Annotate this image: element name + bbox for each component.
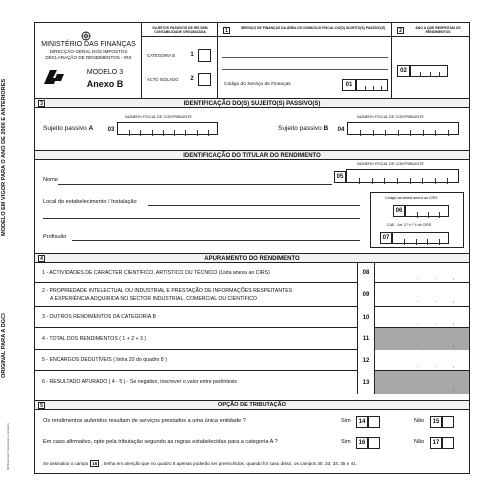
category-a-option-question: Em caso afirmativo, opte pela tributação segundo as regras estabelecidas para a categoria A ?	[43, 439, 278, 445]
field-08-label: 08	[357, 263, 375, 283]
field-16-note: Se assinalou o campo 16 , tenha em atenção que no quadro 8 apenas poderão ser preenchidos, quando for caso disso, os campos 30, 33, 34, 35 e 41.	[43, 460, 357, 466]
model-label: MODELO 3	[86, 69, 124, 76]
section-3-title: IDENTIFICAÇÃO DO(S) SUJEITO(S) PASSIVO(S)	[183, 101, 321, 107]
field-01-label: 01	[342, 79, 356, 91]
field-11-amount[interactable]: . . ,	[375, 328, 469, 350]
income-row	[35, 283, 469, 307]
section-1-number: 1	[223, 27, 230, 34]
income-row	[35, 307, 469, 328]
isolated-act-checkbox[interactable]	[198, 73, 211, 86]
section-2-number: 2	[397, 27, 404, 34]
field-03-label: 03	[105, 124, 117, 135]
income-row-label-continued: A EXPERIÊNCIA ADQUIRIDA NO SECTOR INDUSTRIAL, COMERCIAL OU CIENTÍFICO	[50, 296, 257, 302]
taxpayer-type-title: SUJEITOS PASSIVOS DE IRS SEM CONTABILIDADE ORGANIZADA	[152, 26, 208, 35]
income-year-block	[392, 23, 469, 98]
field-12-amount[interactable]: . . ,	[417, 363, 455, 369]
income-year-input[interactable]	[410, 65, 448, 77]
income-row	[35, 371, 469, 394]
income-row-label: 1 - ACTIVIDADES DE CARÁCTER CIENTÍFICO, ARTÍSTICO OU TÉCNICO (Lista anexa ao CIRS)	[42, 270, 270, 276]
section-3-header	[35, 98, 469, 108]
section-5-header	[35, 400, 469, 410]
field-04-label: 04	[335, 124, 347, 135]
section-4-title: APURAMENTO DO RENDIMENTO	[204, 256, 300, 262]
field-10-amount[interactable]: . . ,	[417, 320, 455, 326]
field-13-amount[interactable]: . . ,	[375, 371, 469, 394]
field-07-label: 07	[380, 232, 392, 244]
cirs-table-code-input[interactable]	[405, 205, 449, 217]
field-12-label: 12	[357, 350, 375, 371]
taxpayer-b-label: Sujeito passivo B	[278, 125, 329, 132]
income-row	[35, 328, 469, 350]
taxpayer-a-nif-input[interactable]	[117, 122, 218, 135]
category-a-yes-label: Sim	[341, 439, 351, 445]
coat-of-arms-icon	[81, 28, 91, 38]
income-row-label: 4 - TOTAL DOS RENDIMENTOS ( 1 + 2 + 3 )	[42, 336, 147, 342]
income-row-label: 6 - RESULTADO APURADO ( 4 - 5 ) - Se negativo, inscrever o valor entre parêntesis	[42, 379, 237, 385]
directorate-title: DIRECÇÃO-GERAL DOS IMPOSTOS	[49, 49, 128, 54]
taxpayer-a-label: Sujeito passivo A	[43, 125, 94, 132]
establishment-label: Local do estabelecimento / Instalação	[43, 199, 137, 205]
section-3-number: 3	[38, 100, 45, 107]
field-08-amount[interactable]: . . ,	[417, 275, 455, 281]
profession-line[interactable]	[72, 240, 360, 241]
ministry-title: MINISTÉRIO DAS FINANÇAS	[41, 41, 136, 48]
isolated-act-label: ACTO ISOLADO	[147, 77, 179, 82]
single-entity-yes-label: Sim	[341, 418, 351, 424]
taxpayer-type-block	[142, 23, 218, 98]
field-16-label: 16	[356, 437, 368, 449]
field-17-label: 17	[430, 437, 442, 449]
income-holder-title: IDENTIFICAÇÃO DO TITULAR DO RENDIMENTO	[183, 153, 321, 159]
field-02-label: 02	[397, 65, 410, 77]
income-calculation-table	[35, 263, 469, 394]
income-holder-header	[35, 150, 469, 160]
cirs-table-caption: Código da tabela anexa ao CIRS	[385, 196, 438, 200]
field-06-label: 06	[393, 205, 405, 217]
tax-office-code-label: Código do Serviço de Finanças	[224, 82, 291, 87]
taxpayer-b-nif-caption: NÚMERO FISCAL DE CONTRIBUINTE	[357, 115, 424, 119]
category-b-label: CATEGORIA B	[147, 53, 176, 58]
cae-caption: CAE - Art. 3.º n.º 4 do CIRS	[387, 223, 432, 227]
tax-office-block	[218, 23, 392, 98]
holder-nif-input[interactable]	[346, 169, 459, 183]
header-logo-block	[35, 23, 142, 98]
profession-label: Profissão	[43, 234, 67, 240]
field-14-label: 14	[356, 416, 368, 428]
field-15-label: 15	[430, 416, 442, 428]
single-entity-no-label: Não	[414, 418, 425, 424]
category-b-checkbox[interactable]	[198, 49, 211, 62]
tax-office-code-input[interactable]	[356, 79, 388, 91]
category-a-no-label: Não	[414, 439, 425, 445]
income-row	[35, 350, 469, 371]
income-row-label: 3 - OUTROS RENDIMENTOS DA CATEGORIA B	[42, 314, 156, 320]
taxpayer-b-nif-input[interactable]	[347, 122, 459, 135]
original-label: ORIGINAL PARA A DGCI	[1, 313, 7, 378]
name-label: Nome	[43, 177, 58, 183]
declaration-title: DECLARAÇÃO DE RENDIMENTOS - IRS	[45, 55, 132, 60]
income-year-title: ANO A QUE RESPEITAM OS RENDIMENTOS	[415, 26, 461, 35]
category-b-number: 1	[187, 49, 197, 61]
name-line[interactable]	[58, 184, 332, 185]
field-10-label: 10	[357, 307, 375, 328]
establishment-line-1[interactable]	[148, 205, 360, 206]
income-row-label: 2 - PROPRIEDADE INTELECTUAL OU INDUSTRIAL E PRESTAÇÃO DE INFORMAÇÕES RESPEITANTES	[42, 288, 293, 294]
section-5-title: OPÇÃO DE TRIBUTAÇÃO	[218, 402, 286, 408]
section-4-number: 4	[38, 255, 45, 262]
single-entity-yes-checkbox[interactable]	[368, 416, 380, 428]
taxpayer-a-nif-caption: NÚMERO FISCAL DE CONTRIBUINTE	[125, 115, 192, 119]
category-a-yes-checkbox[interactable]	[368, 437, 380, 449]
income-row-label: 5 - ENCARGOS DEDUTÍVEIS ( linha 20 do quadro 8 )	[42, 357, 167, 363]
field-05-label: 05	[334, 171, 346, 183]
establishment-line-2[interactable]	[43, 218, 360, 219]
category-a-no-checkbox[interactable]	[442, 437, 454, 449]
tax-office-title: SERVIÇO DE FINANÇAS DA ÁREA DO DOMICÍLIO FISCAL DO(S) SUJEITO(S) PASSIVO(S)	[240, 26, 386, 30]
single-entity-no-checkbox[interactable]	[442, 416, 454, 428]
field-09-label: 09	[357, 283, 375, 307]
field-16-reference: 16	[92, 460, 98, 466]
field-13-label: 13	[357, 371, 375, 394]
section-5-number: 5	[38, 402, 45, 409]
income-row	[35, 263, 469, 283]
model-validity-label: MODELO EM VIGOR PARA O ANO DE 2006 E ANTERIORES	[1, 78, 7, 236]
field-11-label: 11	[357, 328, 375, 350]
codes-panel	[370, 192, 464, 248]
field-09-amount[interactable]: . . ,	[417, 298, 455, 304]
cae-code-input[interactable]	[392, 232, 449, 244]
section-4-header	[35, 253, 469, 263]
printer-note: IM Nacional / Impressão e Acabam.	[6, 422, 10, 470]
annex-label: Anexo B	[86, 79, 124, 89]
dgci-logo-icon	[43, 69, 65, 85]
holder-nif-caption: NÚMERO FISCAL DE CONTRIBUINTE	[357, 162, 424, 166]
single-entity-question: Os rendimentos auferidos resultam de serviços prestados a uma única entidade ?	[43, 418, 246, 424]
isolated-act-number: 2	[187, 73, 197, 85]
